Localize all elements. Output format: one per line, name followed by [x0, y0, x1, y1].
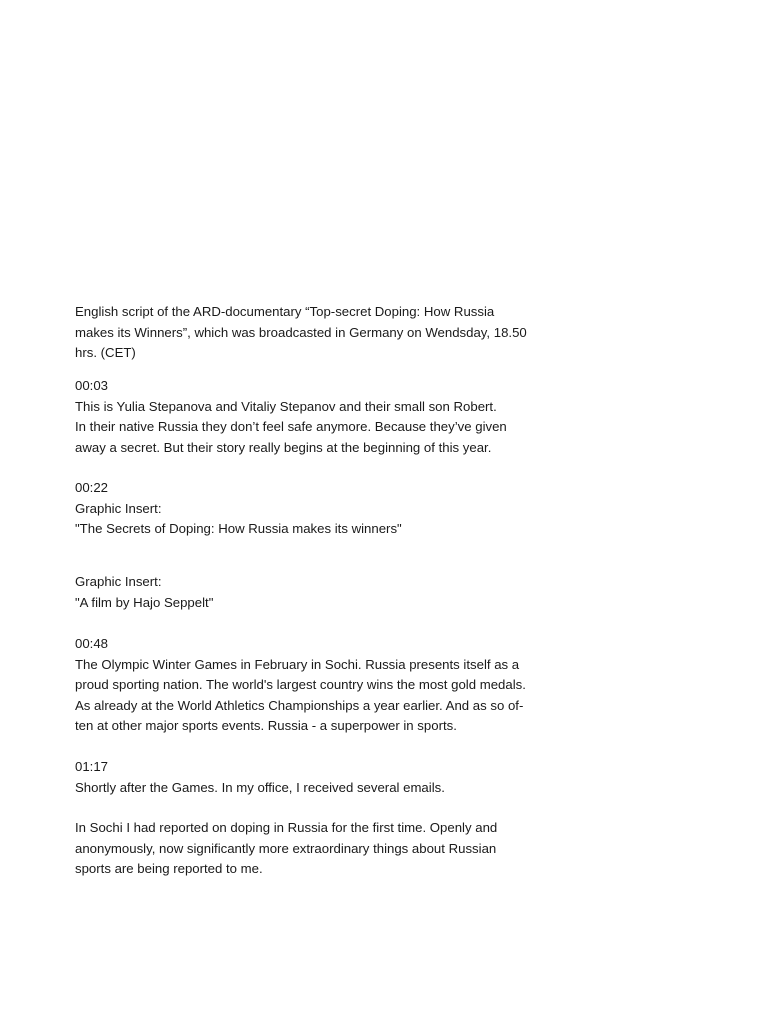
graphic-insert-title: "The Secrets of Doping: How Russia makes its winners": [75, 521, 402, 536]
intro-line-1: English script of the ARD-documentary “Top-secret Doping: How Russia: [75, 304, 495, 319]
paragraph-line: The Olympic Winter Games in February in Sochi. Russia presents itself as a: [75, 656, 520, 672]
section-0022: [75, 478, 575, 540]
paragraph-line: In their native Russia they don’t feel safe anymore. Because they’ve given: [75, 419, 507, 434]
graphic-insert-label: Graphic Insert:: [75, 500, 162, 516]
section-graphic-credit: [75, 572, 575, 613]
timestamp: 00:48: [75, 636, 109, 651]
paragraph-line: This is Yulia Stepanova and Vitaliy Stepanov and their small son Robert.: [75, 398, 497, 414]
paragraph-line: As already at the World Athletics Championships a year earlier. And as so of-: [75, 697, 524, 713]
graphic-insert-label: Graphic Insert:: [75, 574, 162, 589]
timestamp: 00:22: [75, 480, 109, 495]
graphic-insert-credit: "A film by Hajo Seppelt": [75, 594, 214, 610]
intro-line-2: makes its Winners”, which was broadcasted in Germany on Wendsday, 18.50: [75, 324, 527, 340]
intro-line-3: hrs. (CET): [75, 345, 136, 360]
section-0003: [75, 376, 575, 458]
paragraph-line: ten at other major sports events. Russia - a superpower in sports.: [75, 718, 457, 733]
section-sochi-report: [75, 818, 575, 880]
timestamp: 01:17: [75, 759, 109, 774]
paragraph-line: sports are being reported to me.: [75, 861, 263, 876]
paragraph-line: proud sporting nation. The world's largest country wins the most gold medals.: [75, 677, 526, 692]
timestamp: 00:03: [75, 378, 109, 393]
section-0117: [75, 757, 575, 798]
paragraph-line: Shortly after the Games. In my office, I received several emails.: [75, 779, 445, 795]
paragraph-line: away a secret. But their story really begins at the beginning of this year.: [75, 439, 492, 455]
intro-paragraph: [75, 302, 575, 364]
paragraph-line: In Sochi I had reported on doping in Russia for the first time. Openly and: [75, 820, 498, 835]
section-0048: [75, 634, 575, 737]
paragraph-line: anonymously, now significantly more extraordinary things about Russian: [75, 840, 497, 856]
